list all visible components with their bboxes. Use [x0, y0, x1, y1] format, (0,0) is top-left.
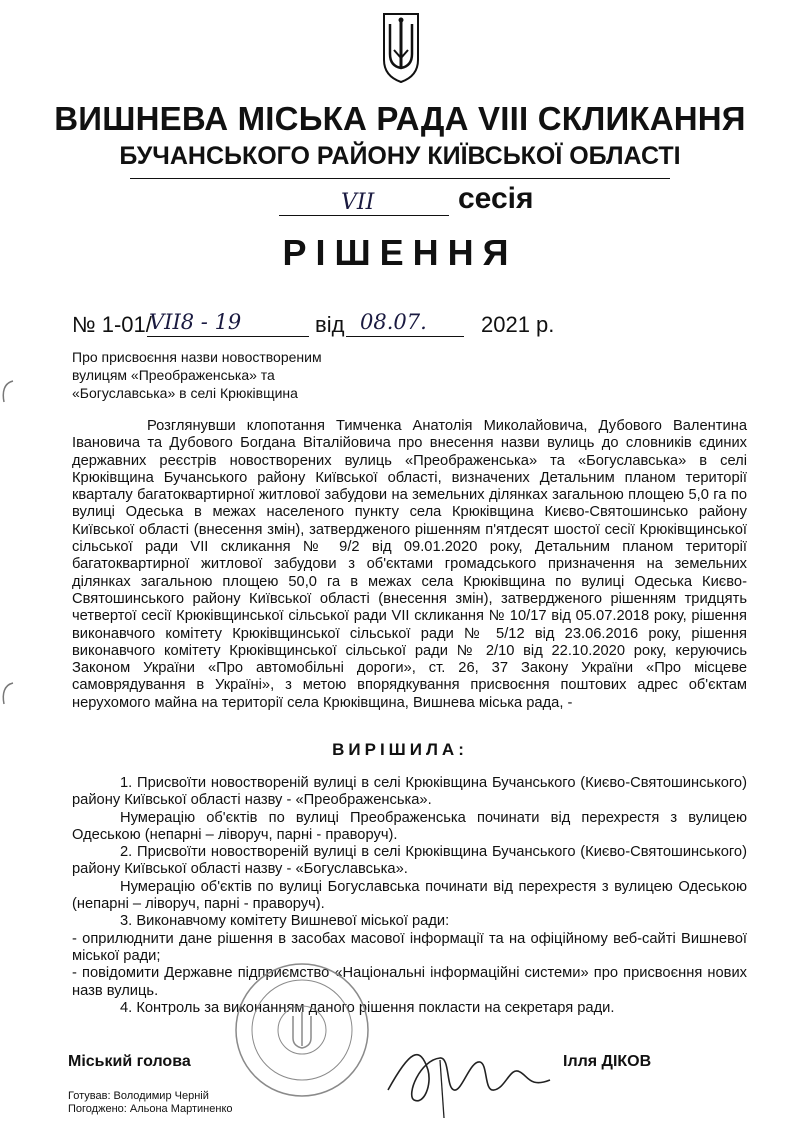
resolution-item: 3. Виконавчому комітету Вишневої міської ради:	[120, 913, 450, 930]
agreed-by: Погоджено: Альона Мартиненко	[68, 1103, 233, 1115]
resolution-item: 2. Присвоїти новоствореній вулиці в селі Крюківщина Бучанського (Києво-Святошинського) району Київської області назву - «Богуславська».	[72, 844, 747, 878]
signatory-name: Ілля ДІКОВ	[563, 1053, 652, 1070]
subject-line: вулицям «Преображенська» та	[72, 367, 275, 383]
resolution-item: - повідомити Державне підприємство «Національні інформаційні системи» про присвоєння нових назв вулиць.	[72, 965, 747, 999]
decision-year: 2021 р.	[481, 312, 555, 337]
decision-number-prefix: № 1-01/	[72, 312, 152, 337]
session-label: сесія	[458, 182, 534, 215]
decision-number-field	[147, 312, 309, 337]
decision-date-handwritten: 08.07.	[360, 310, 427, 334]
subject-line: Про присвоєння назви новоствореним	[72, 349, 322, 365]
decision-subject	[72, 348, 392, 402]
session-number-handwritten: VII	[341, 190, 375, 215]
hole-punch-mark	[0, 378, 14, 404]
official-stamp-icon	[232, 960, 372, 1100]
decision-date-field	[346, 312, 464, 337]
decision-date-prefix: від	[315, 312, 345, 337]
subject-line: «Богуславська» в селі Крюківщина	[72, 385, 298, 401]
resolution-item: Нумерацію об'єктів по вулиці Богуславська починати від перехрестя з вулицею Одеською (непарні – ліворуч, парні - праворуч).	[72, 878, 747, 913]
council-name: ВИШНЕВА МІСЬКА РАДА VIII СКЛИКАННЯ	[54, 100, 746, 137]
preparation-notes	[68, 1090, 233, 1116]
session-number-field	[279, 190, 449, 216]
resolution-item: Нумерацію об'єктів по вулиці Преображенська починати від перехрестя з вулицею Одеською (непарні – ліворуч, парні - праворуч).	[72, 809, 747, 843]
resolution-item: 1. Присвоїти новоствореній вулиці в селі Крюківщина Бучанського (Києво-Святошинського) району Київської області назву - «Преображенська».	[72, 775, 747, 809]
resolution-item: - оприлюднити дане рішення в засобах масової інформації та на офіційному веб-сайті Вишневої міської ради;	[72, 930, 747, 964]
resolutions-list	[72, 775, 747, 1017]
coat-of-arms-icon	[381, 10, 421, 85]
header-divider	[130, 178, 670, 179]
handwritten-signature-icon	[380, 1030, 580, 1120]
decided-heading: ВИРІШИЛА:	[332, 740, 468, 759]
council-district: БУЧАНСЬКОГО РАЙОНУ КИЇВСЬКОЇ ОБЛАСТІ	[119, 142, 681, 170]
resolution-item: 4. Контроль за виконанням даного рішення покласти на секретаря ради.	[120, 999, 615, 1016]
preamble-paragraph: Розглянувши клопотання Тимченка Анатолія Миколайовича, Дубового Валентина Івановича та Дубового Богдана Віталійовича про внесення назви вулиць до словників єдиних державних реєстрів новостворених вулиць «Преображенська» та «Богуславська» в селі Крюківщина Бучанського району Київської області, визначених Детальним планом території кварталу багатоквартирної житлової забудови на земельних ділянках загальною площею 5,0 га по вулиці Одеська в межах населеного пункту села Крюківщина Києво-Святошинсько району Київської області (внесення змін), затвердженого рішенням п'ятдесят шостої сесії Крюківщинської сільської ради VII скликання № 9/2 від 09.01.2020 року, Детальним планом території багатоквартирної житлової забудови з об'єктами громадського призначення на земельних ділянках загальною площею 50,0 га в межах села Крюківщина по вулиці Одеська Києво-Святошинського району Київської області (внесення змін), затвердженого рішенням тридцять четвертої сесії Крюківщинської сільської ради VII скликання № 10/17 від 05.07.2018 року, рішення виконавчого комітету Крюківщинської сільської ради № 5/12 від 23.06.2016 року, рішення виконавчого комітету Крюківщинської сільської ради № 2/10 від 22.10.2020 року, керуючись Законом України «Про автомобільні дороги», ст. 26, 37 Закону України «Про місцеве самоврядування в Україні», з метою впорядкування присвоєння поштових адрес об'єктам нерухомого майна на території села Крюківщина, Вишнева міська рада, -	[72, 418, 747, 711]
decision-number-handwritten: VII8 - 19	[149, 310, 242, 334]
hole-punch-mark	[0, 680, 14, 706]
document-title: РІШЕННЯ	[282, 232, 518, 273]
prepared-by: Готував: Володимир Черній	[68, 1090, 209, 1102]
signatory-position: Міський голова	[68, 1053, 191, 1070]
